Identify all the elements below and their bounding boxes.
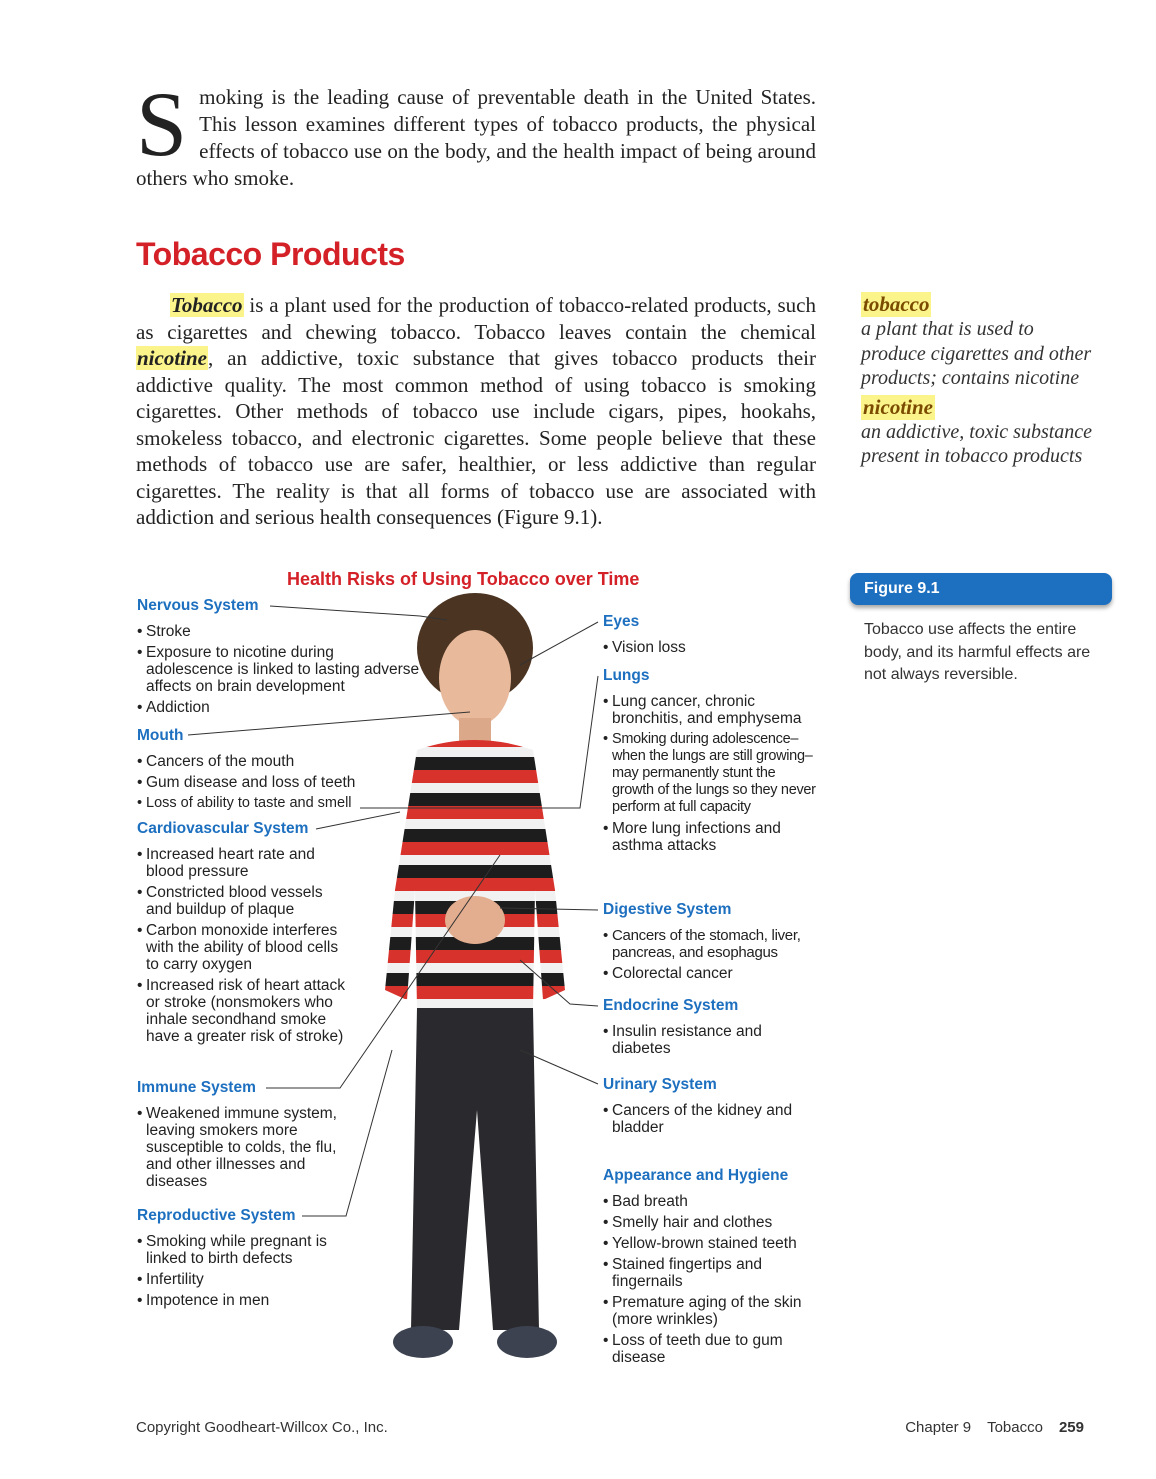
appearance-list (603, 1193, 813, 1370)
category-heading-cardiovascular: Cardiovascular System (137, 820, 309, 837)
list-item: • Loss of ability to taste and smell (137, 795, 377, 812)
list-item: • Smoking while pregnant is linked to birth defects (137, 1233, 332, 1267)
list-item: • Exposure to nicotine during adolescence is linked to lasting adverse affects on brain development (137, 644, 422, 695)
category-heading-reproductive: Reproductive System (137, 1207, 296, 1224)
eyes-list (603, 639, 818, 660)
section-heading: Tobacco Products (136, 236, 405, 272)
intro-text: moking is the leading cause of preventable death in the United States. This lesson examines different types of tobacco products, the physical effects of tobacco use on the body, and the health impact of being around others who smoke. (136, 85, 816, 190)
term-nicotine[interactable]: nicotine (137, 346, 208, 370)
glossary-definition: a plant that is used to produce cigarettes and other products; contains nicotine (861, 318, 1092, 389)
face-shape (439, 630, 511, 726)
sweater-shape (385, 740, 565, 1010)
list-item: • Bad breath (603, 1193, 813, 1210)
category-heading-lungs: Lungs (603, 667, 650, 684)
glossary-entry (861, 395, 1101, 469)
list-item: • Premature aging of the skin (more wrinkles) (603, 1294, 813, 1328)
chapter-label: Chapter 9 (905, 1419, 972, 1436)
digestive-list (603, 927, 818, 986)
list-item: • Cancers of the kidney and bladder (603, 1102, 813, 1136)
list-item: • Colorectal cancer (603, 965, 818, 982)
list-item: • Increased heart rate and blood pressure (137, 846, 352, 880)
figure-title: Health Risks of Using Tobacco over Time (287, 569, 640, 589)
cardiovascular-list (137, 846, 352, 1049)
list-item: • Cancers of the mouth (137, 753, 377, 770)
urinary-list (603, 1102, 813, 1140)
category-heading-urinary: Urinary System (603, 1076, 717, 1093)
nervous-list (137, 623, 422, 720)
category-heading-mouth: Mouth (137, 727, 184, 744)
list-item: • Lung cancer, chronic bronchitis, and emphysema (603, 693, 818, 727)
list-item: • Infertility (137, 1271, 332, 1288)
list-item: • More lung infections and asthma attacks (603, 820, 818, 854)
glossary (861, 292, 1101, 473)
category-heading-nervous: Nervous System (137, 597, 259, 614)
list-item: • Constricted blood vessels and buildup of plaque (137, 884, 352, 918)
list-item: • Loss of teeth due to gum disease (603, 1332, 813, 1366)
body-text-1: is a plant used for the production of tobacco-related products, such as cigarettes and chewing tobacco. Tobacco leaves contain the chemical (136, 293, 816, 344)
jeans-shape (411, 1008, 539, 1330)
endocrine-list (603, 1023, 788, 1061)
list-item: • Increased risk of heart attack or stroke (nonsmokers who inhale secondhand smoke have a greater risk of stroke) (137, 977, 352, 1045)
category-heading-immune: Immune System (137, 1079, 256, 1096)
body-text-2: , an addictive, toxic substance that gives tobacco products their addictive quality. The most common method of using tobacco is smoking cigarettes. Other methods of tobacco use include cigars, pipes, hookahs, smokeless tobacco, and electronic cigarettes. Some people believe that these methods of tobacco use are safer, healthier, or less addictive than regular cigarettes. The reality is that all forms of tobacco use are associated with addiction and serious health consequences (Figure 9.1). (136, 346, 816, 529)
left-shoe-shape (393, 1326, 453, 1358)
list-item: • Stained fingertips and fingernails (603, 1256, 813, 1290)
list-item: • Weakened immune system, leaving smokers more susceptible to colds, the flu, and other illnesses and diseases (137, 1105, 342, 1190)
figure-caption: Tobacco use affects the entire body, and its harmful effects are not always reversible. (864, 621, 1091, 683)
list-item: • Addiction (137, 699, 422, 716)
right-shoe-shape (497, 1326, 557, 1358)
copyright-footer: Copyright Goodheart-Willcox Co., Inc. (136, 1419, 388, 1436)
mouth-list (137, 753, 377, 816)
figure-label: Figure 9.1 (850, 573, 1112, 605)
term-tobacco[interactable]: Tobacco (171, 293, 243, 317)
immune-list (137, 1105, 342, 1194)
category-heading-eyes: Eyes (603, 613, 640, 630)
glossary-entry (861, 292, 1101, 391)
list-item: • Stroke (137, 623, 422, 640)
category-heading-appearance: Appearance and Hygiene (603, 1167, 789, 1184)
list-item: • Vision loss (603, 639, 818, 656)
drop-cap: S (136, 73, 188, 175)
list-item: • Smelly hair and clothes (603, 1214, 813, 1231)
lungs-list (603, 693, 818, 858)
list-item: • Insulin resistance and diabetes (603, 1023, 788, 1057)
page-footer (905, 1419, 1084, 1436)
chapter-topic: Tobacco (987, 1419, 1043, 1436)
glossary-definition: an addictive, toxic substance present in tobacco products (861, 420, 1093, 467)
list-item: • Gum disease and loss of teeth (137, 774, 377, 791)
reproductive-list (137, 1233, 332, 1313)
list-item: • Impotence in men (137, 1292, 332, 1309)
glossary-term: tobacco (863, 292, 930, 316)
category-heading-endocrine: Endocrine System (603, 997, 739, 1014)
list-item: • Cancers of the stomach, liver, pancreas, and esophagus (603, 927, 818, 961)
category-heading-digestive: Digestive System (603, 901, 732, 918)
hands-shape (445, 896, 505, 944)
list-item: • Smoking during adolescence–when the lungs are still growing–may permanently stunt the growth of the lungs so they never perform at full capacity (603, 731, 818, 816)
list-item: • Carbon monoxide interferes with the ability of blood cells to carry oxygen (137, 922, 352, 973)
page-number: 259 (1058, 1419, 1084, 1436)
list-item: • Yellow-brown stained teeth (603, 1235, 813, 1252)
intro-paragraph (136, 73, 816, 192)
glossary-term: nicotine (863, 394, 934, 419)
body-paragraph (136, 292, 816, 531)
